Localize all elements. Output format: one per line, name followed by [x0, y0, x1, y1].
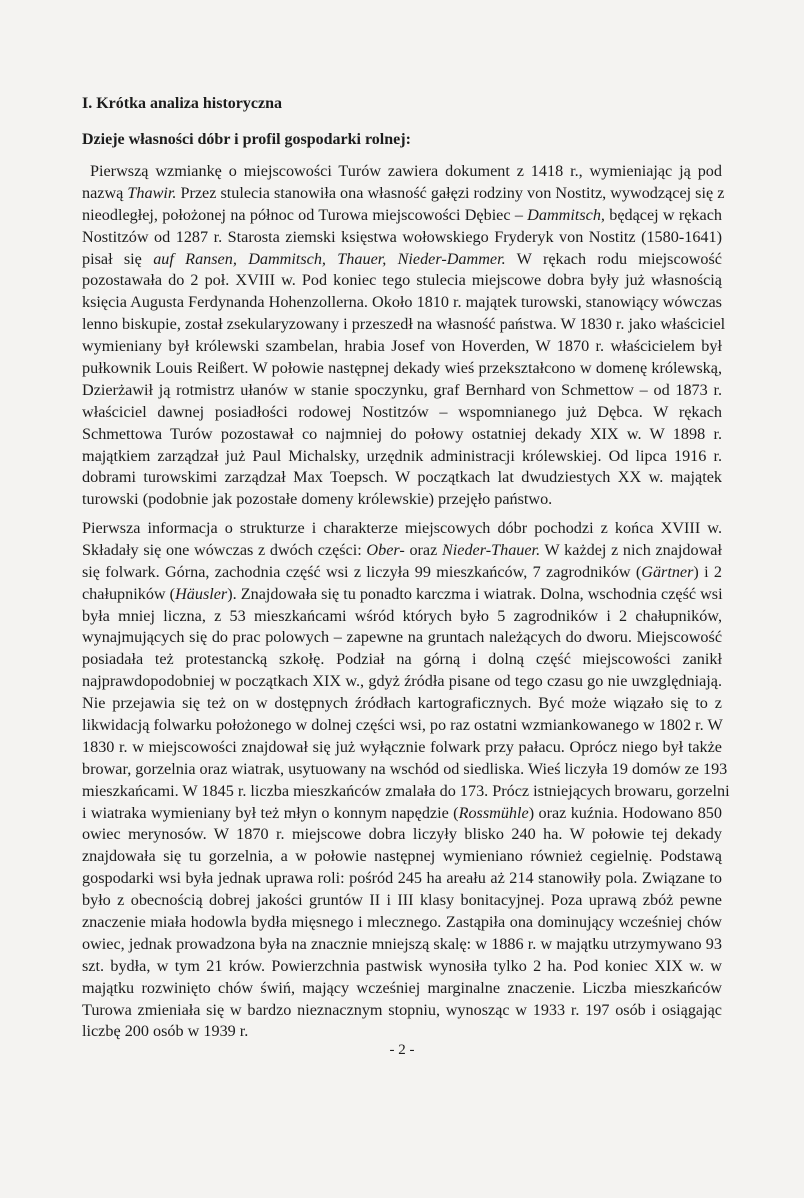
italic-term: Nieder-Thauer. [441, 540, 541, 559]
paragraph-estate-structure [82, 518, 730, 1043]
text-line: nazwą Thawir. Przez stulecia stanowiła ona własność gałęzi rodziny von Nostitz, wywodzącej się z [82, 183, 725, 202]
text-line: likwidacją folwarku położonego w dolnej części wsi, po raz ostatni wzmiankowanego w 1802 r. W [82, 716, 723, 735]
text-line: posiadała też protestancką szkołę. Podział na górną i dolną część miejscowości zanikł [82, 650, 722, 669]
italic-term: auf Ransen, Dammitsch, Thauer, Nieder-Dammer. [153, 249, 506, 268]
text-line: pułkownik Louis Reißert. W połowie następnej dekady wieś przekształcono w domenę królewską, [82, 359, 722, 378]
text-line: znaczenie miała hodowla bydła mięsnego i mlecznego. Zastąpiła ona dominujący wcześniej chów [82, 913, 722, 932]
text-line: Pierwszą wzmiankę o miejscowości Turów zawiera dokument z 1418 r., wymieniając ją pod [90, 162, 722, 180]
text-line: owiec, jednak prowadzona była na znacznie mniejszą skalę: w 1886 r. w majątku utrzymywano 93 [82, 934, 722, 953]
italic-term: Ober- [366, 540, 405, 559]
text-line: majątkiem zarządzał już Paul Michalsky, urzędnik administracji królewskiej. Od lipca 1916 r. [82, 446, 722, 465]
text-line: wymieniany był królewski szambelan, hrabia Josef von Hoverden, W 1870 r. właścicielem był [82, 337, 722, 356]
text-line: najprawdopodobniej w początkach XIX w., gdyż źródła pisane od tego czasu go nie uwzględniają. [82, 672, 722, 691]
text-line: Schmettowa Turów pozostawał co najmniej do połowy ostatniej dekady XIX w. W 1898 r. [82, 424, 722, 443]
text-line: pozostawała do 2 poł. XVIII w. Pod koniec tego stulecia miejscowe dobra były już własnością [82, 271, 722, 290]
text-line: Składały się one wówczas z dwóch części: Ober- oraz Nieder-Thauer. W każdej z nich znajdował [82, 540, 722, 559]
text-line: Nostitzów od 1287 r. Starosta ziemski księstwa wołowskiego Fryderyk von Nostitz (1580-1641) [82, 227, 722, 246]
text-line: 1830 r. w miejscowości znajdował się już wyłącznie folwark przy pałacu. Oprócz niego był także [82, 737, 722, 756]
text-line: księcia Augusta Ferdynanda Hohenzollerna. Około 1810 r. majątek turowski, stanowiący wówczas [82, 293, 722, 312]
page-number: - 2 - [389, 1042, 415, 1058]
italic-term: Dammitsch, [527, 205, 605, 224]
text-line: właściciel dawnej posiadłości rodowej Nostitzów – wspomnianego już Dębca. W rękach [82, 402, 722, 421]
text-line: gospodarki wsi była jednak uprawa roli: pośród 245 ha areału aż 214 stanowiły pola. Związane to [82, 869, 722, 888]
text-line: owiec merynosów. W 1870 r. miejscowe dobra liczyły blisko 240 ha. W połowie tej dekady [82, 825, 722, 844]
text-line: dobrami turowskimi zarządzał Max Toepsch. W początkach lat dwudziestych XX w. majątek [82, 468, 722, 487]
text-line: znajdowała się tu gorzelnia, a w połowie następnej wymieniano również cegielnię. Podstawą [82, 847, 722, 866]
text-line: Nie przejawia się też on w dostępnych źródłach kartograficznych. Być może wiązało się to z [82, 694, 722, 713]
italic-term: Thawir. [127, 183, 177, 202]
text-line: liczbę 200 osób w 1939 r. [82, 1022, 249, 1041]
text-line: i wiatraka wymieniany był też młyn o konnym napędzie (Rossmühle) oraz kuźnia. Hodowano 850 [82, 803, 722, 822]
text-line: mieszkańcami. W 1845 r. liczba mieszkańców zmalała do 173. Prócz istniejących browaru, gorzelni [82, 781, 730, 800]
text-line: Turowa zmieniała się w bardzo nieznacznym stopniu, wynosząc w 1933 r. 197 osób i osiągając [82, 1000, 722, 1019]
text-line: browar, gorzelnia oraz wiatrak, usytuowany na wschód od siedliska. Wieś liczyła 19 domów ze 193 [82, 759, 728, 778]
paragraph-ownership-history [82, 161, 726, 511]
text-line: pisał się auf Ransen, Dammitsch, Thauer, Nieder-Dammer. W rękach rodu miejscowość [82, 249, 722, 268]
text-line: turowski (podobnie jak pozostałe domeny królewskie) przejęło państwo. [82, 490, 553, 509]
text-line: Dzierżawił ją rotmistrz ułanów w stanie spoczynku, graf Bernhard von Schmettow – od 1873 r. [82, 380, 722, 399]
text-line: chałupników (Häusler). Znajdowała się tu ponadto karczma i wiatrak. Dolna, wschodnia część wsi [82, 584, 723, 603]
text-line: była mniej liczna, z 53 mieszkańcami wśród których było 5 zagrodników i 2 chałupników, [82, 606, 722, 625]
text-line: szt. bydła, w tym 21 krów. Powierzchnia pastwisk wynosiła tylko 2 ha. Pod koniec XIX w. w [82, 956, 722, 975]
italic-term: Rossmühle [458, 803, 529, 822]
italic-term: Häusler [175, 584, 228, 603]
text-line: lenno biskupie, został zsekularyzowany i przeszedł na własność państwa. W 1830 r. jako właściciel [82, 315, 726, 334]
text-line: było z obecnością dobrej jakości gruntów II i III klasy bonitacyjnej. Poza uprawą zbóż pewne [82, 891, 722, 910]
text-line: Pierwsza informacja o strukturze i charakterze miejscowych dóbr pochodzi z końca XVIII w. [82, 519, 722, 537]
section-title: I. Krótka analiza historyczna [82, 95, 282, 112]
text-line: wynajmujących się do prac polowych – zapewne na gruntach należących do dworu. Miejscowość [82, 628, 722, 647]
text-line: się folwark. Górna, zachodnia część wsi z liczyła 99 mieszkańców, 7 zagrodników (Gärtner) i 2 [82, 562, 723, 581]
italic-term: Gärtner [641, 562, 694, 581]
text-line: nieodległej, położonej na północ od Turowa miejscowości Dębiec – Dammitsch, będącej w rękach [82, 205, 722, 224]
text-line: majątku rozwinięto chów świń, mający wcześniej marginalne znaczenie. Liczba mieszkańców [82, 978, 722, 997]
subsection-title: Dzieje własności dóbr i profil gospodarki rolnej: [82, 131, 411, 148]
